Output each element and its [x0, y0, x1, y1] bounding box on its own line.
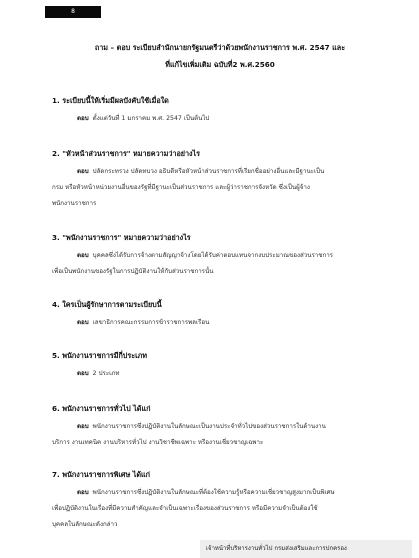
answer-label: ตอบ: [77, 115, 89, 122]
answer-1-line-1: ตอบ ตั้งแต่วันที่ 1 มกราคม พ.ศ. 2547 เป็นต้นไป: [77, 115, 210, 122]
answer-label: ตอบ: [77, 370, 89, 377]
answer-3-line-2: เพื่อเป็นพนักงานของรัฐในการปฏิบัติงานให้กับส่วนราชการนั้น: [52, 268, 214, 275]
question-4: 4. ใครเป็นผู้รักษาการตามระเบียบนี้: [52, 300, 162, 309]
document-title-line-2: ที่แก้ไขเพิ่มเติม ฉบับที่2 พ.ศ.2560: [165, 60, 275, 69]
answer-7-line-2: เพื่อปฏิบัติงานในเรื่องที่มีความสำคัญและจำเป็นเฉพาะเรื่องของส่วนราชการ หรือมีความจำเป็นต้องใช้: [52, 505, 318, 512]
question-3: 3. "พนักงานราชการ" หมายความว่าอย่างไร: [52, 233, 191, 242]
answer-5-line-1: ตอบ 2 ประเภท: [77, 370, 120, 377]
answer-label: ตอบ: [77, 423, 89, 430]
answer-6-line-2: บริการ งานเทคนิค งานบริหารทั่วไป งานวิชาชีพเฉพาะ หรืองานเชี่ยวชาญเฉพาะ: [52, 439, 264, 446]
answer-label: ตอบ: [77, 489, 89, 496]
page-number-tab: 8: [45, 6, 101, 18]
answer-2-line-2: กรม หรือหัวหน้าหน่วยงานอื่นของรัฐที่มีฐานะเป็นส่วนราชการ และผู้ว่าราชการจังหวัด ซึ่งเป็นผู้จ้าง: [52, 184, 310, 191]
answer-6-line-1: ตอบ พนักงานราชการซึ่งปฏิบัติงานในลักษณะเป็นงานประจำทั่วไปของส่วนราชการในด้านงาน: [77, 423, 326, 430]
answer-4-line-1: ตอบ เลขาธิการคณะกรรมการข้าราชการพลเรือน: [77, 319, 210, 326]
answer-label: ตอบ: [77, 168, 89, 175]
document-title-line-1: ถาม – ตอบ ระเบียบสำนักนายกรัฐมนตรีว่าด้วยพนักงานราชการ พ.ศ. 2547 และ: [94, 43, 346, 52]
question-5: 5. พนักงานราชการมีกี่ประเภท: [52, 351, 148, 360]
question-7: 7. พนักงานราชการพิเศษ ได้แก่: [52, 470, 150, 479]
answer-7-line-3: บุคคลในลักษณะดังกล่าว: [52, 521, 118, 528]
answer-label: ตอบ: [77, 252, 89, 259]
answer-2-line-3: พนักงานราชการ: [52, 200, 97, 207]
answer-2-line-1: ตอบ ปลัดกระทรวง ปลัดทบวง อธิบดีหรือหัวหน้าส่วนราชการที่เรียกชื่ออย่างอื่นและมีฐานะเป็น: [77, 168, 325, 175]
question-6: 6. พนักงานราชการทั่วไป ได้แก่: [52, 404, 151, 413]
question-1: 1. ระเบียบนี้ให้เริ่มมีผลบังคับใช้เมื่อใด: [52, 96, 169, 105]
answer-7-line-1: ตอบ พนักงานราชการซึ่งปฏิบัติงานในลักษณะที่ต้องใช้ความรู้หรือความเชี่ยวชาญสูงมากเป็นพิเศษ: [77, 489, 335, 496]
page-footer: เจ้าหน้าที่บริหารงานทั่วไป กรมส่งเสริมและการปกครอง: [200, 540, 412, 558]
answer-label: ตอบ: [77, 319, 89, 326]
question-2: 2. "หัวหน้าส่วนราชการ" หมายความว่าอย่างไร: [52, 149, 201, 158]
answer-3-line-1: ตอบ บุคคลซึ่งได้รับการจ้างตามสัญญาจ้างโดยได้รับค่าตอบแทนจากงบประมาณของส่วนราชการ: [77, 252, 333, 259]
